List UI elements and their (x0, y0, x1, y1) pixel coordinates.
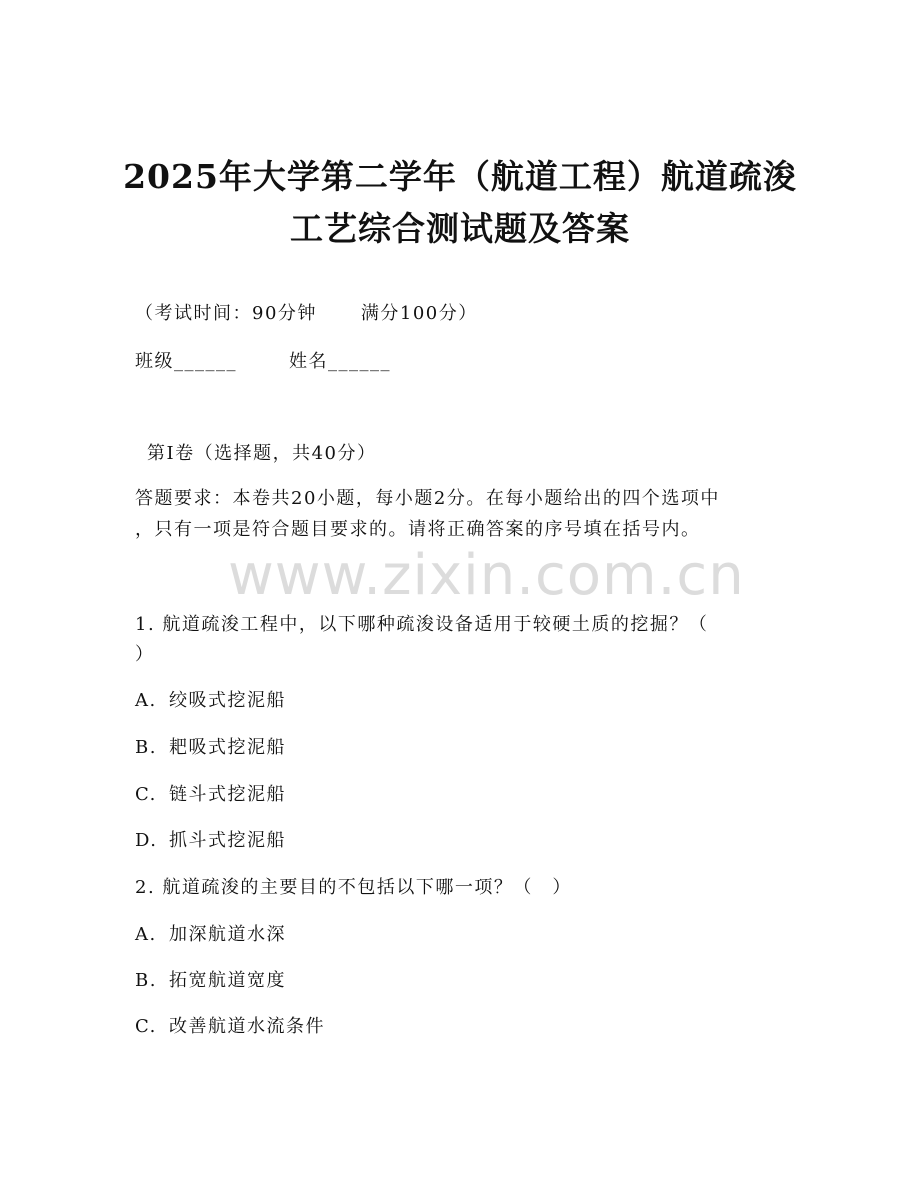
question-2-option-c (135, 1018, 325, 1036)
question-1-option-c (135, 786, 286, 804)
option-text: 链斗式挖泥船 (169, 784, 286, 805)
option-label: B. (135, 970, 157, 991)
option-label: A. (135, 924, 157, 945)
option-label: A. (135, 690, 157, 711)
name-field: 姓名______ (289, 351, 391, 372)
option-label: D. (135, 830, 158, 851)
question-2-option-a (135, 926, 286, 944)
question-1-option-b (135, 739, 286, 757)
option-label: C. (135, 784, 157, 805)
option-text: 绞吸式挖泥船 (169, 690, 286, 711)
section-title: 第Ⅰ卷（选择题，共40分） (147, 443, 377, 464)
question-2-option-b (135, 972, 286, 990)
class-field: 班级______ (135, 351, 237, 372)
question-1-stem: 1. 航道疏浚工程中，以下哪种疏浚设备适用于较硬土质的挖掘？（ (135, 614, 709, 635)
option-text: 改善航道水流条件 (169, 1016, 325, 1037)
question-1-option-d (135, 832, 286, 850)
exam-info (135, 305, 478, 323)
option-label: B. (135, 737, 157, 758)
question-2-stem: 2. 航道疏浚的主要目的不包括以下哪一项？（ ） (135, 877, 572, 898)
question-1-option-a (135, 692, 286, 710)
document-title-line-2: 工艺综合测试题及答案 (290, 209, 630, 248)
option-text: 耙吸式挖泥船 (169, 737, 286, 758)
option-label: C. (135, 1016, 157, 1037)
student-info (135, 353, 391, 371)
document-title-line-1: 2025年大学第二学年（航道工程）航道疏浚 (123, 157, 797, 196)
watermark: www.zixin.com.cn (228, 543, 745, 608)
instructions-line-2: ，只有一项是符合题目要求的。请将正确答案的序号填在括号内。 (135, 519, 701, 540)
instructions-line-1: 答题要求：本卷共20小题，每小题2分。在每小题给出的四个选项中 (135, 488, 720, 509)
option-text: 抓斗式挖泥船 (169, 830, 286, 851)
exam-full-score: 满分100分） (360, 303, 478, 324)
option-text: 加深航道水深 (169, 924, 286, 945)
option-text: 拓宽航道宽度 (169, 970, 286, 991)
question-1-stem-continued: ） (135, 644, 155, 665)
exam-time: （考试时间：90分钟 (135, 303, 317, 324)
